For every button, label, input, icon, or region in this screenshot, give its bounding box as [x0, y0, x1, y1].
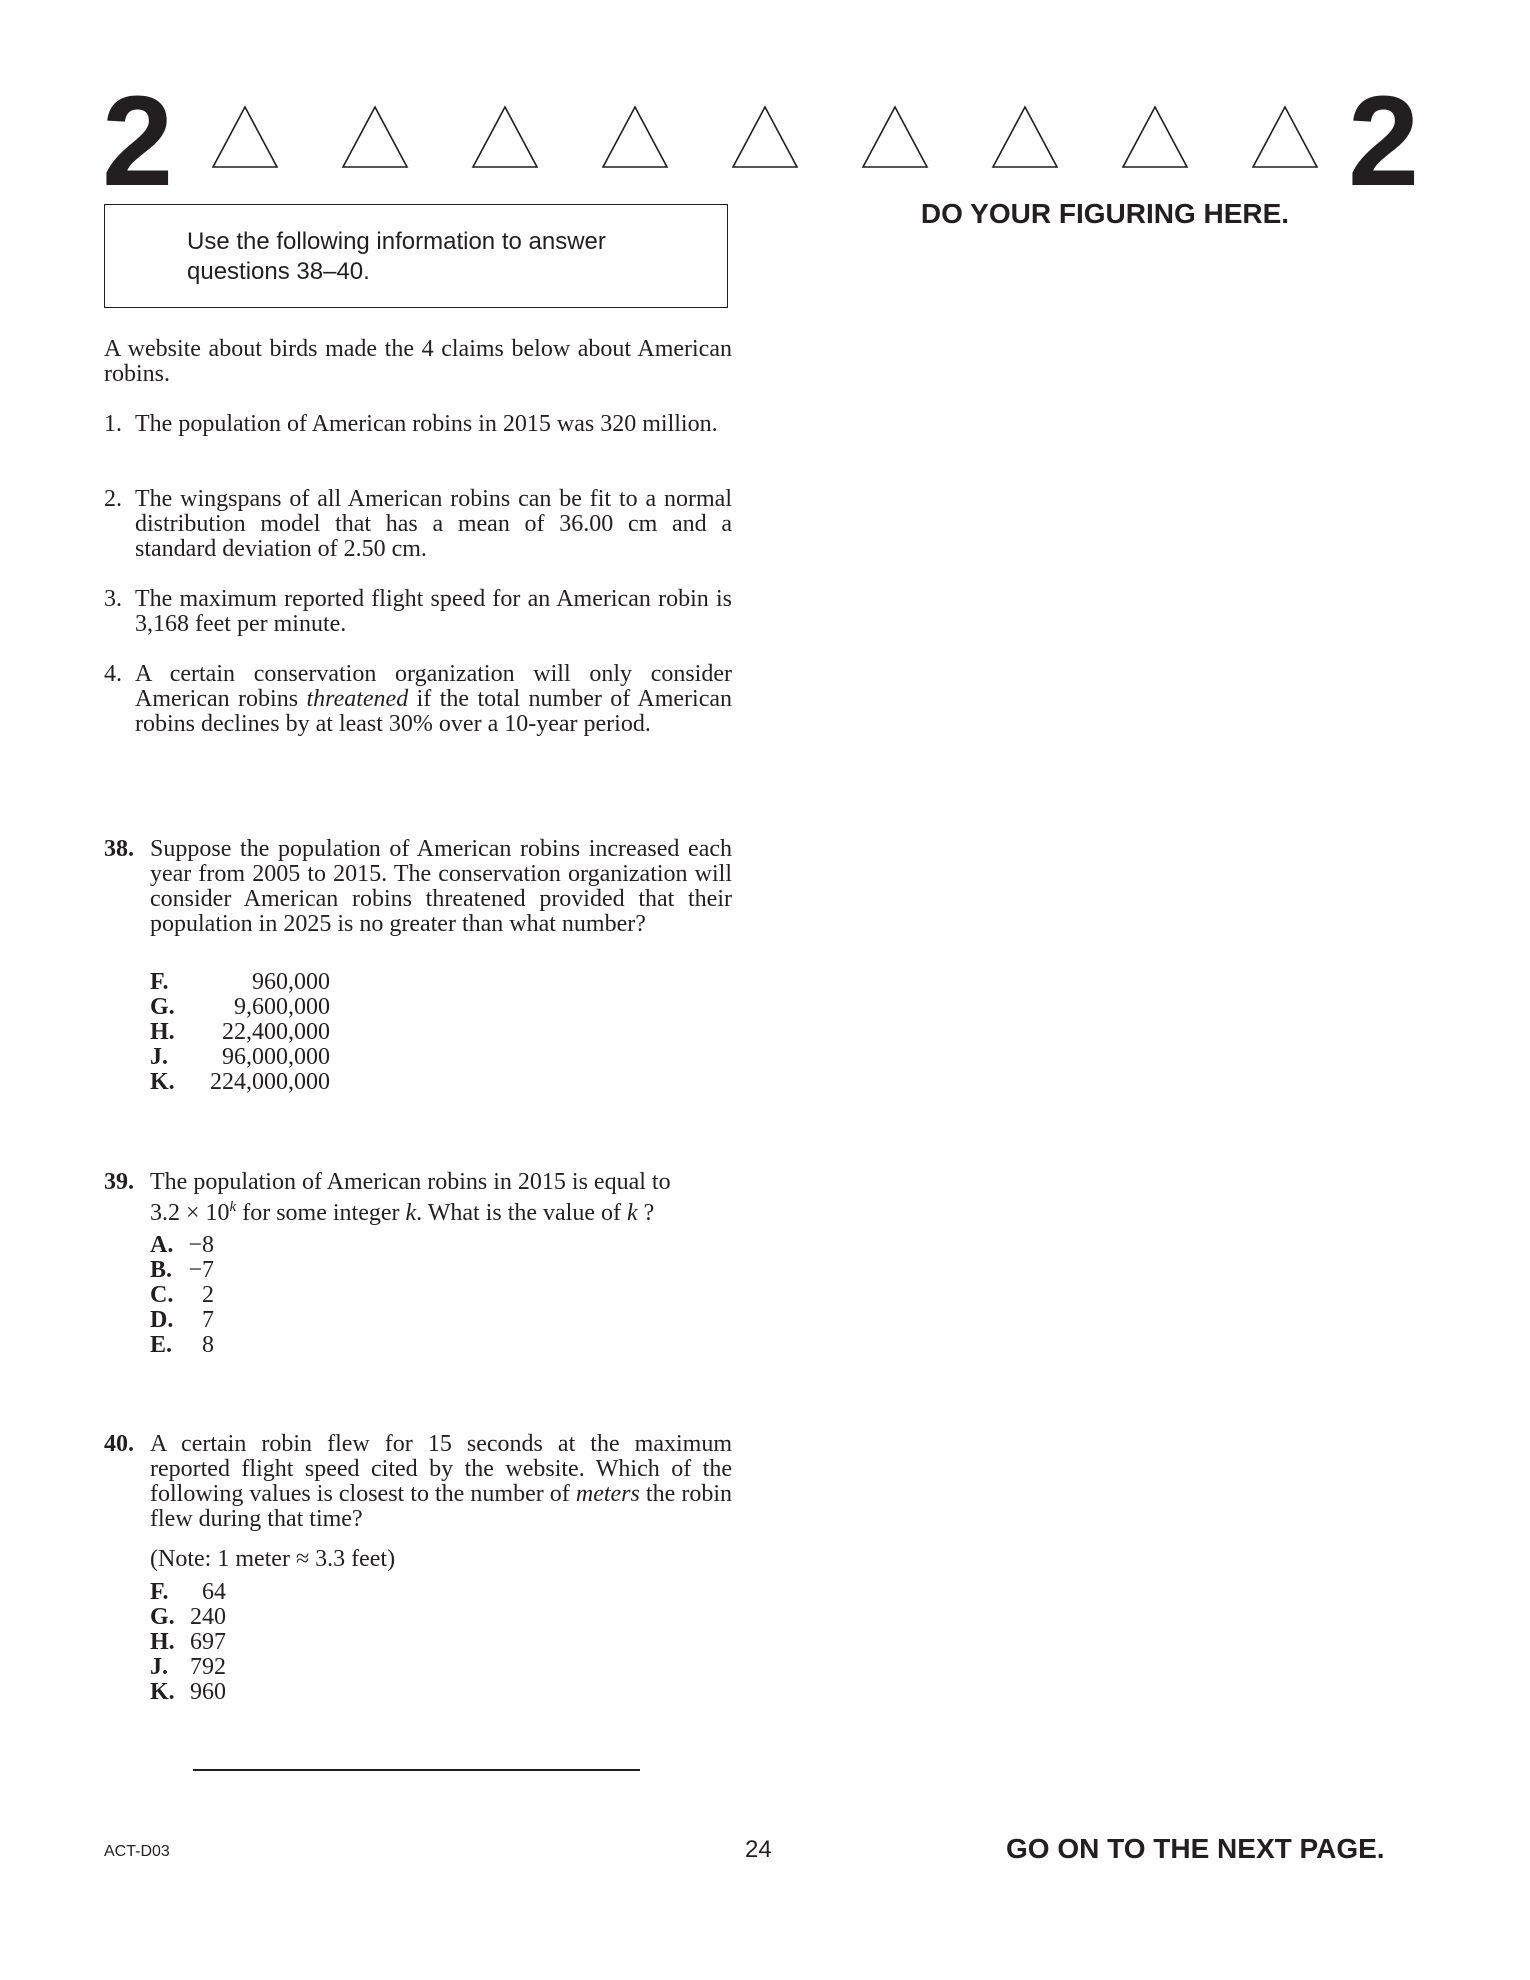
choice-label: J.: [150, 1654, 168, 1680]
choice-label: H.: [150, 1019, 175, 1045]
question-text: Suppose the population of American robins increased each year from 2005 to 2015. The conservation organization will consider American robins threatened provided that their population in 2025 is no greater than what number?: [150, 836, 732, 937]
choice-label: G.: [150, 1604, 175, 1630]
triangle-outline-icon: [1120, 104, 1190, 170]
claim-number: 1.: [104, 411, 122, 437]
claim-text: The maximum reported flight speed for an American robin is 3,168 feet per minute.: [135, 586, 732, 637]
question-line-2: [150, 1201, 654, 1226]
triangle-outline-icon: [600, 104, 670, 170]
question-number: 38.: [104, 836, 134, 862]
variable-k: k: [627, 1200, 638, 1226]
triangle-outline-icon: [340, 104, 410, 170]
choice-value: −7: [188, 1257, 214, 1283]
choice-value: 7: [202, 1307, 214, 1333]
claim-text: The population of American robins in 2015 was 320 million.: [135, 411, 718, 437]
claim-italic-term: threatened: [306, 686, 409, 712]
choice-value: 96,000,000: [222, 1044, 330, 1070]
triangle-outline-icon: [470, 104, 540, 170]
claim-text-part: if the total number of American robins declines by at least 30% over a 10-year period.: [135, 686, 732, 737]
choice-label: F.: [150, 969, 169, 995]
choice-value: 2: [202, 1282, 214, 1308]
choice-label: K.: [150, 1679, 175, 1705]
choice-value: 9,600,000: [234, 994, 330, 1020]
variable-k: k: [405, 1200, 417, 1226]
choice-value: 64: [202, 1579, 226, 1605]
question-line-1: The population of American robins in 2015 is equal to: [150, 1169, 671, 1195]
claim-number: 4.: [104, 661, 122, 687]
info-box-text: [187, 227, 687, 287]
triangle-outline-icon: [730, 104, 800, 170]
choice-label: J.: [150, 1044, 168, 1070]
choice-value: −8: [188, 1232, 214, 1258]
triangle-outline-icon: [860, 104, 930, 170]
choice-label: A.: [150, 1232, 174, 1258]
question-text-part: A certain robin flew for 15 seconds at the maximum reported flight speed cited by the website. Which of the following values is closest to the number of: [150, 1431, 732, 1507]
choice-value: 22,400,000: [222, 1019, 330, 1045]
info-box: [104, 204, 728, 308]
question-text-part: ?: [637, 1200, 655, 1226]
question-text: [150, 1170, 732, 1226]
section-number-left: 2: [102, 70, 174, 213]
section-number-right: 2: [1348, 70, 1420, 213]
choice-value: 792: [190, 1654, 226, 1680]
claim-text-part: A certain conservation organization will only consider American robins: [135, 661, 732, 712]
claim-number: 3.: [104, 586, 122, 612]
choice-label: E.: [150, 1332, 173, 1358]
choice-value: 240: [190, 1604, 226, 1630]
choice-label: D.: [150, 1307, 174, 1333]
claim-number: 2.: [104, 486, 122, 512]
question-number: 40.: [104, 1431, 134, 1457]
question-text-part: for some integer: [236, 1200, 406, 1226]
footer-next-page: GO ON TO THE NEXT PAGE.: [1006, 1833, 1385, 1864]
question-text-part: . What is the value of: [416, 1200, 627, 1226]
choice-value: 697: [190, 1629, 226, 1655]
claim-text: The wingspans of all American robins can be fit to a normal distribution model that has a mean of 36.00 cm and a standard deviation of 2.50 cm.: [135, 486, 732, 562]
figuring-label: DO YOUR FIGURING HERE.: [920, 198, 1290, 229]
expression-exponent: k: [229, 1199, 237, 1215]
triangle-outline-icon: [990, 104, 1060, 170]
choice-value: 8: [202, 1332, 214, 1358]
question-text-part: the robin flew during that time?: [150, 1481, 732, 1532]
question-number: 39.: [104, 1169, 134, 1195]
choice-label: K.: [150, 1069, 175, 1095]
claim-text: [135, 662, 732, 737]
footer-page-number: 24: [745, 1836, 772, 1863]
end-of-column-rule: [193, 1769, 640, 1771]
intro-paragraph: A website about birds made the 4 claims below about American robins.: [104, 336, 732, 387]
triangle-outline-icon: [210, 104, 280, 170]
triangle-outline-icon: [1250, 104, 1320, 170]
footer-form-code: ACT-D03: [104, 1843, 170, 1860]
choice-value: 960: [190, 1679, 226, 1705]
choice-value: 224,000,000: [210, 1069, 330, 1095]
question-text: [150, 1432, 732, 1532]
conversion-note: (Note: 1 meter ≈ 3.3 feet): [150, 1546, 396, 1572]
info-line-1: Use the following information to answer: [187, 228, 606, 255]
choice-value: 960,000: [252, 969, 330, 995]
choice-label: C.: [150, 1282, 174, 1308]
info-line-2: questions 38–40.: [187, 258, 370, 285]
expression-base: 3.2 × 10: [150, 1200, 230, 1226]
question-italic-term: meters: [575, 1481, 640, 1507]
choice-label: F.: [150, 1579, 169, 1605]
choice-label: B.: [150, 1257, 173, 1283]
choice-label: H.: [150, 1629, 175, 1655]
choice-label: G.: [150, 994, 175, 1020]
